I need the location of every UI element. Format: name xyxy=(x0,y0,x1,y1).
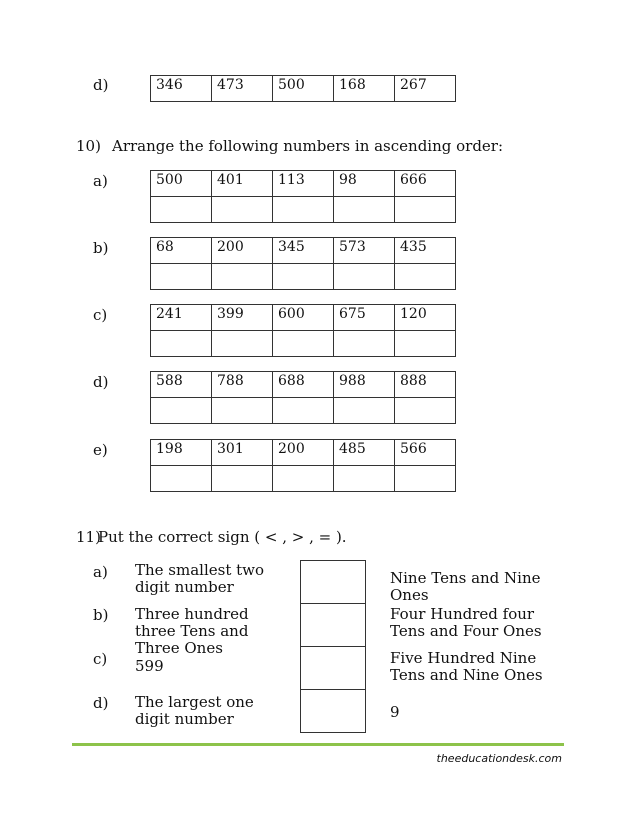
answer-cell[interactable] xyxy=(334,197,395,223)
ascending-table-d xyxy=(150,371,456,424)
answer-cell[interactable] xyxy=(212,398,273,424)
answer-cell[interactable] xyxy=(151,466,212,492)
answer-cell[interactable] xyxy=(334,466,395,492)
answer-cell[interactable] xyxy=(334,264,395,290)
answer-cell[interactable] xyxy=(212,466,273,492)
compare-left-d: The largest one digit number xyxy=(135,693,254,728)
answer-cell[interactable] xyxy=(212,264,273,290)
table-cell: 666 xyxy=(395,171,456,197)
question-11-number: 11) xyxy=(76,528,101,546)
answer-cell[interactable] xyxy=(273,398,334,424)
table-cell: 473 xyxy=(212,76,273,102)
question-10-number: 10) xyxy=(76,137,101,155)
answer-cell[interactable] xyxy=(334,398,395,424)
row-label-e: e) xyxy=(93,441,108,459)
table-cell: 301 xyxy=(212,440,273,466)
compare-label-c: c) xyxy=(93,650,108,668)
compare-right-d: 9 xyxy=(390,703,400,721)
sign-box-c[interactable] xyxy=(300,646,366,690)
table-cell: 399 xyxy=(212,305,273,331)
question-11-instruction: Put the correct sign ( < , > , = ). xyxy=(98,528,347,546)
table-cell: 401 xyxy=(212,171,273,197)
ascending-table-b xyxy=(150,237,456,290)
answer-cell[interactable] xyxy=(273,466,334,492)
table-cell: 435 xyxy=(395,238,456,264)
table-cell: 675 xyxy=(334,305,395,331)
answer-cell[interactable] xyxy=(151,197,212,223)
table-cell: 573 xyxy=(334,238,395,264)
row-label-c: c) xyxy=(93,306,108,324)
table-cell: 168 xyxy=(334,76,395,102)
answer-cell[interactable] xyxy=(212,197,273,223)
table-cell: 200 xyxy=(273,440,334,466)
answer-cell[interactable] xyxy=(395,197,456,223)
compare-left-c: 599 xyxy=(135,657,164,675)
footer-site: theeducationdesk.com xyxy=(436,752,562,765)
answer-cell[interactable] xyxy=(395,264,456,290)
compare-right-a: Nine Tens and Nine Ones xyxy=(390,569,541,604)
table-cell: 788 xyxy=(212,372,273,398)
row-label-d-top: d) xyxy=(93,76,109,94)
compare-right-c: Five Hundred Nine Tens and Nine Ones xyxy=(390,649,543,684)
table-cell: 241 xyxy=(151,305,212,331)
table-cell: 600 xyxy=(273,305,334,331)
table-cell: 198 xyxy=(151,440,212,466)
table-cell: 345 xyxy=(273,238,334,264)
table-cell: 346 xyxy=(151,76,212,102)
answer-cell[interactable] xyxy=(212,331,273,357)
compare-label-b: b) xyxy=(93,606,109,624)
row-label-b: b) xyxy=(93,239,109,257)
compare-left-b: Three hundred three Tens and Three Ones xyxy=(135,605,249,657)
table-cell: 485 xyxy=(334,440,395,466)
table-cell: 113 xyxy=(273,171,334,197)
ascending-table-e xyxy=(150,439,456,492)
sign-boxes xyxy=(300,561,366,733)
answer-cell[interactable] xyxy=(151,398,212,424)
table-cell: 200 xyxy=(212,238,273,264)
footer-divider xyxy=(72,743,564,746)
answer-cell[interactable] xyxy=(273,197,334,223)
number-table-d-top xyxy=(150,75,456,102)
table-cell: 267 xyxy=(395,76,456,102)
answer-cell[interactable] xyxy=(334,331,395,357)
answer-cell[interactable] xyxy=(151,264,212,290)
answer-cell[interactable] xyxy=(395,398,456,424)
table-cell: 98 xyxy=(334,171,395,197)
sign-box-d[interactable] xyxy=(300,689,366,733)
compare-left-a: The smallest two digit number xyxy=(135,561,265,596)
compare-right-b: Four Hundred four Tens and Four Ones xyxy=(390,605,542,640)
table-cell: 120 xyxy=(395,305,456,331)
answer-cell[interactable] xyxy=(395,331,456,357)
table-cell: 988 xyxy=(334,372,395,398)
answer-cell[interactable] xyxy=(273,331,334,357)
table-cell: 688 xyxy=(273,372,334,398)
answer-cell[interactable] xyxy=(273,264,334,290)
ascending-table-a xyxy=(150,170,456,223)
answer-cell[interactable] xyxy=(151,331,212,357)
sign-box-b[interactable] xyxy=(300,603,366,647)
answer-cell[interactable] xyxy=(395,466,456,492)
table-cell: 888 xyxy=(395,372,456,398)
row-label-a: a) xyxy=(93,172,108,190)
row-label-d: d) xyxy=(93,373,109,391)
table-cell: 68 xyxy=(151,238,212,264)
table-cell: 500 xyxy=(273,76,334,102)
sign-box-a[interactable] xyxy=(300,560,366,604)
question-10-instruction: Arrange the following numbers in ascending order: xyxy=(112,137,504,155)
table-cell: 566 xyxy=(395,440,456,466)
compare-label-a: a) xyxy=(93,563,108,581)
table-cell: 588 xyxy=(151,372,212,398)
compare-label-d: d) xyxy=(93,694,109,712)
table-cell: 500 xyxy=(151,171,212,197)
ascending-table-c xyxy=(150,304,456,357)
